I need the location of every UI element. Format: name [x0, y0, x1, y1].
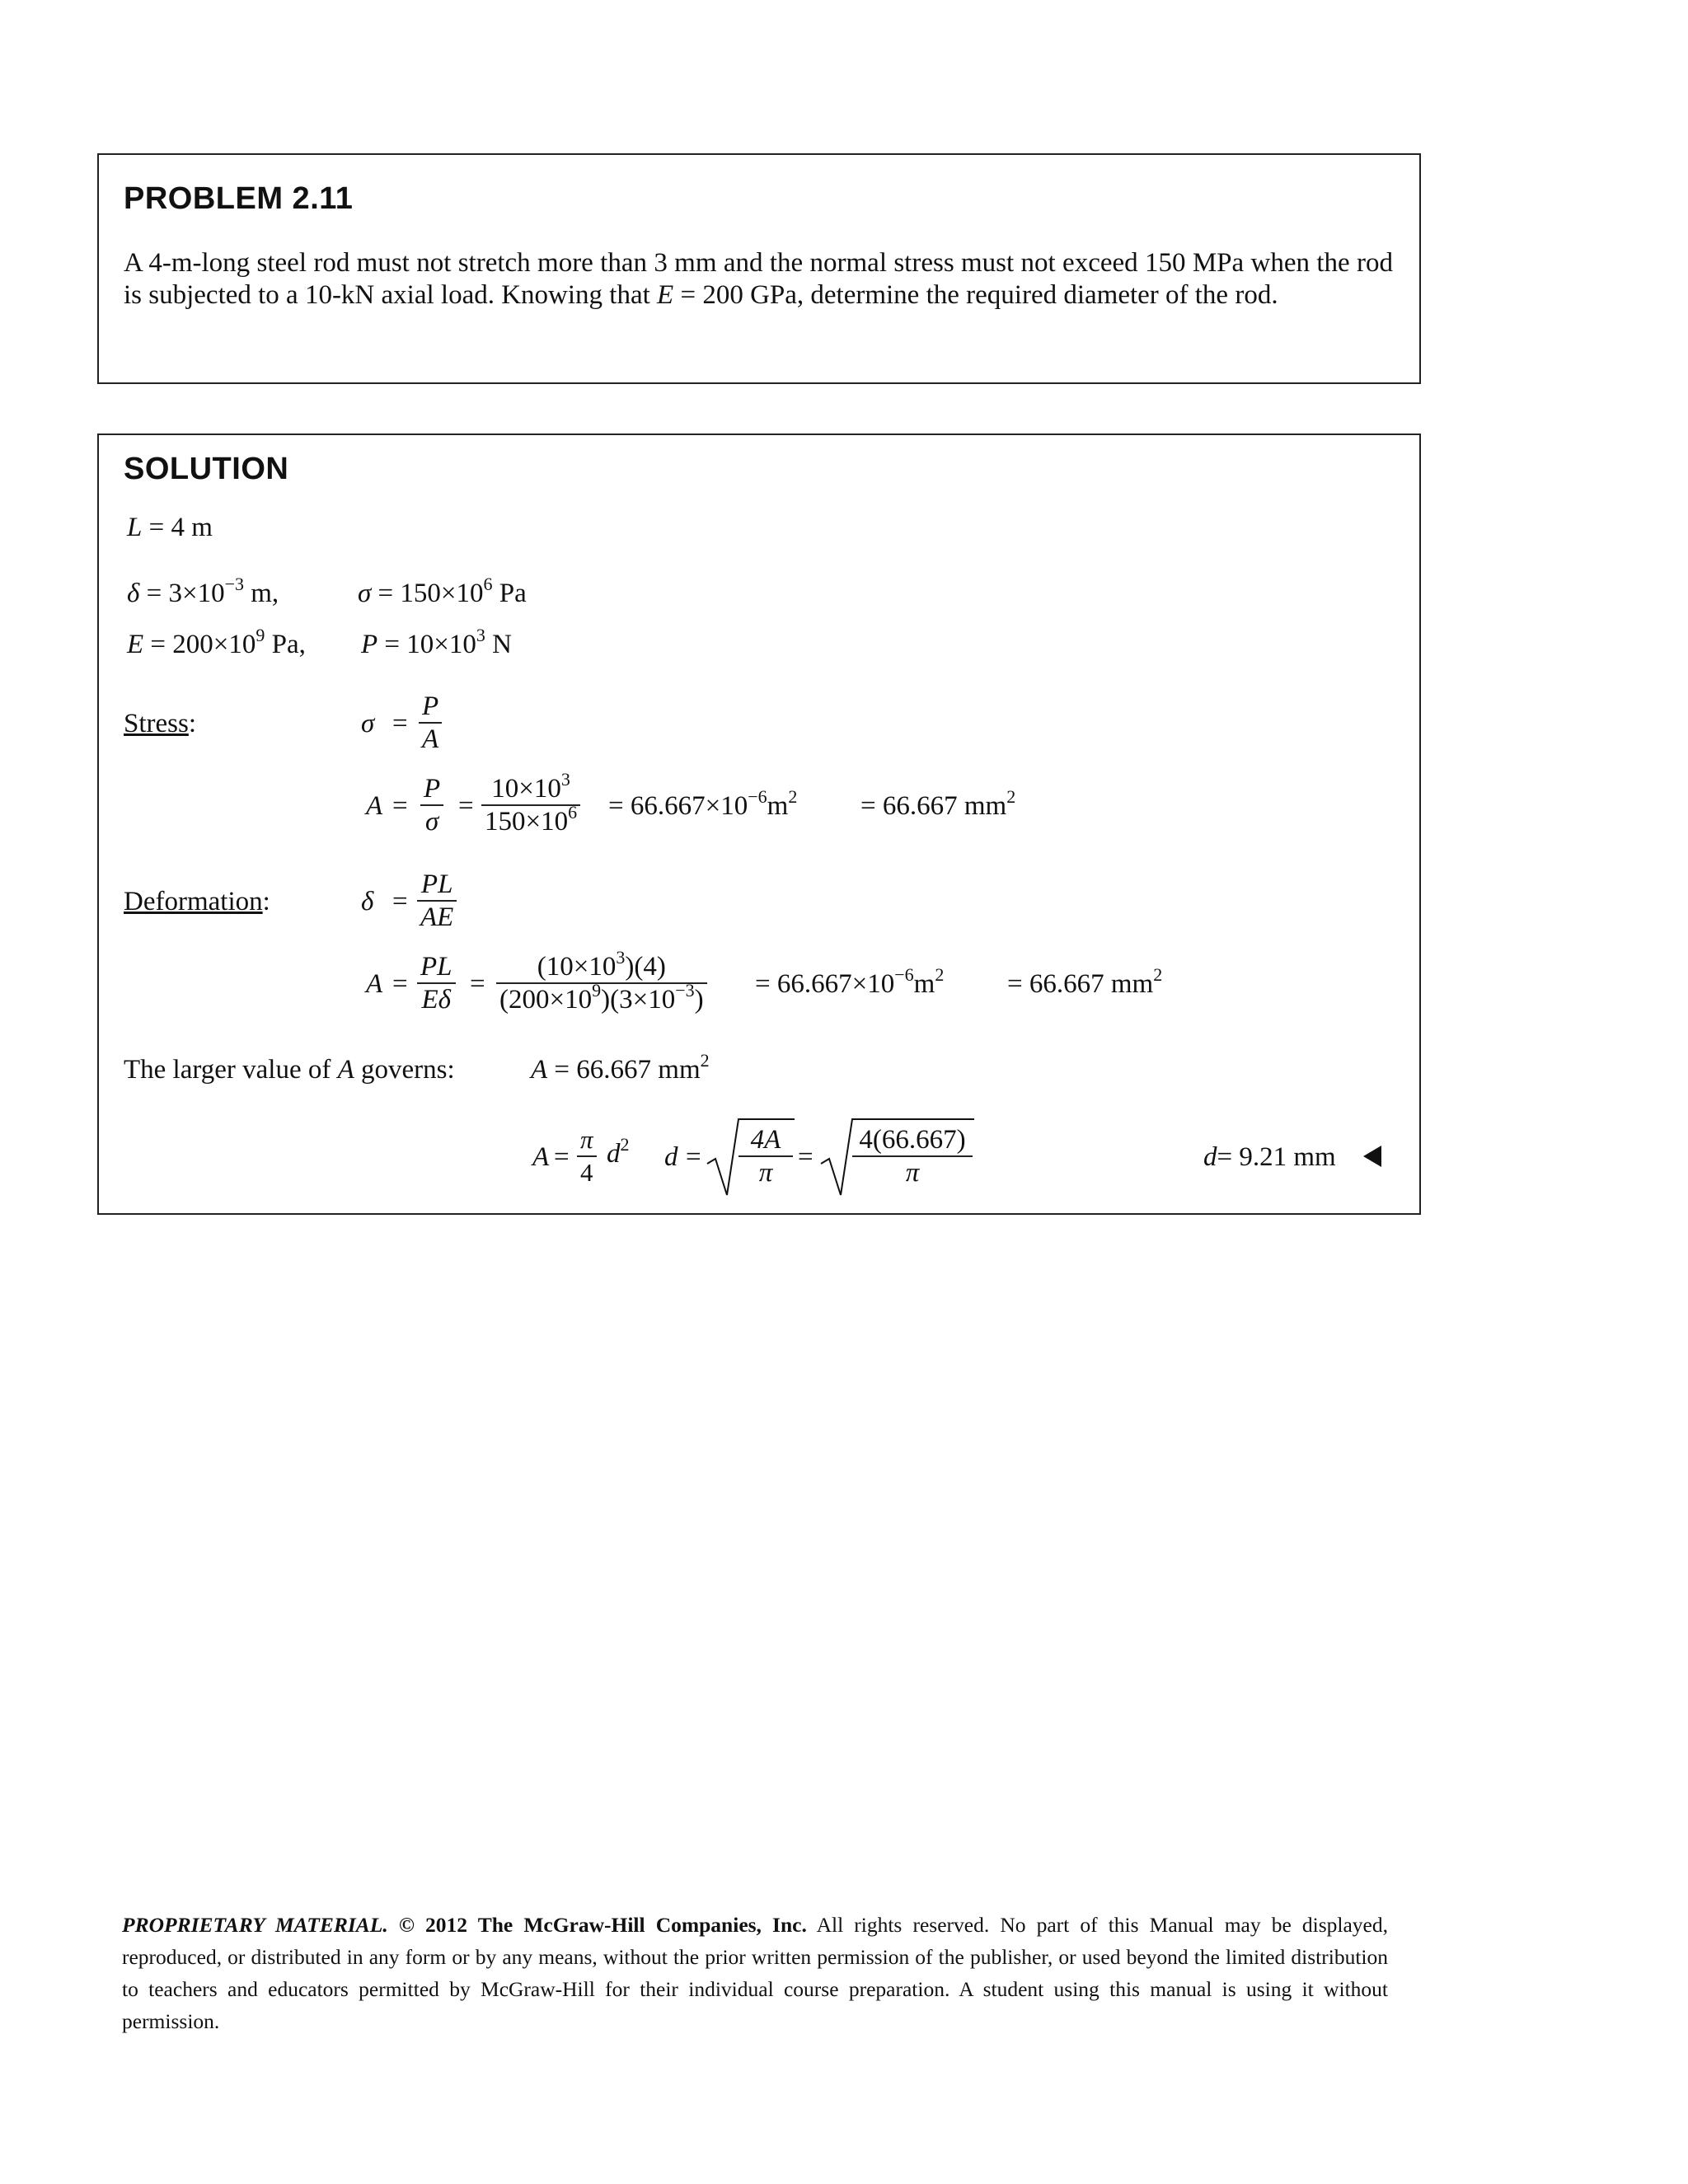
statement-var-E: E	[657, 280, 674, 310]
final-answer: d= 9.21 mm	[1203, 1142, 1336, 1172]
problem-title: PROBLEM 2.11	[124, 181, 354, 216]
deformation-eq: =	[392, 887, 408, 916]
final-d-squared: $d^2$	[607, 1134, 630, 1169]
deformation-fraction-values: $\frac{(10\times 10^3)(4)}{(200\times 10^9)(3\times 10^{-3})}$	[496, 951, 707, 1015]
stress-A-var: A	[366, 791, 383, 821]
final-eq2: =	[686, 1142, 701, 1172]
deformation-A-var: A	[366, 969, 383, 999]
final-eq: =	[554, 1142, 570, 1172]
solution-title: SOLUTION	[124, 452, 289, 486]
deformation-delta: δ	[361, 887, 374, 916]
statement-part1: A 4-m-long steel rod must not stretch more than 3 mm and the normal stress must not exceed 150 MPa when the rod is subjected to a 10-kN axial load. Knowing that	[124, 248, 1393, 310]
stress-fraction-P-sigma: $\frac{P}{\sigma}$	[420, 773, 443, 837]
deformation-label: Deformation:	[124, 887, 270, 916]
problem-statement	[124, 247, 1393, 312]
given-delta: $\delta = 3\times 10^{-3}$ m,	[127, 574, 279, 608]
final-eq3: =	[798, 1142, 814, 1172]
solution-box	[97, 434, 1421, 1215]
given-P: $P = 10\times 10^3$ N	[361, 625, 512, 659]
stress-fraction-values: $\frac{10\times 10^3}{150\times 10^6}$	[481, 773, 580, 837]
problem-box	[97, 153, 1421, 384]
governs-value: A = 66.667 $mm^2$	[531, 1050, 710, 1085]
given-sigma: $\sigma = 150\times 10^6$ Pa	[358, 574, 527, 608]
final-sqrt1-fraction: $\frac{4A}{\pi}$	[738, 1124, 793, 1188]
stress-sigma: σ	[361, 709, 375, 738]
statement-part2: = 200 GPa, determine the required diameter of the rod.	[673, 280, 1278, 310]
stress-fraction: $\frac{P}{A}$	[419, 691, 442, 755]
stress-result-m2: = $66.667\times 10^{-6}m^2$	[608, 786, 798, 821]
stress-label: Stress:	[124, 709, 197, 738]
deformation-eq2: =	[392, 969, 408, 999]
deformation-fraction: $\frac{PL}{AE}$	[417, 869, 457, 933]
stress-result-mm2: = 66.667 $mm^2$	[860, 786, 1016, 821]
stress-eq: =	[392, 709, 408, 738]
deformation-result-mm2: = 66.667 $mm^2$	[1007, 964, 1163, 999]
governs-text: The larger value of A governs:	[124, 1055, 455, 1085]
deformation-fraction-PL-Edelta: $\frac{PL}{E\delta}$	[417, 951, 456, 1015]
final-sqrt2-fraction: $\frac{4(66.667)}{\pi}$	[852, 1124, 973, 1188]
deformation-eq3: =	[470, 969, 485, 999]
final-d-var: d	[664, 1142, 678, 1172]
given-E: $E = 200\times 10^9$ Pa,	[127, 625, 306, 659]
answer-triangle-icon	[1363, 1146, 1381, 1167]
final-pi-over-4: $\frac{\pi}{4}$	[577, 1124, 597, 1188]
given-L: L = 4 m	[127, 513, 213, 542]
final-A-var: A	[532, 1142, 550, 1172]
stress-eq3: =	[458, 791, 474, 821]
deformation-result-m2: = $66.667\times 10^{-6}m^2$	[755, 964, 945, 999]
copyright-footer: PROPRIETARY MATERIAL. © 2012 The McGraw-Hill Companies, Inc. All rights reserved. No part of this Manual may be displayed, reproduced, or distributed in any form or by any means, without the prior written permission of the publisher, or used beyond the limited distribution to teachers and educators permitted by McGraw-Hill for their individual course preparation. A student using this manual is using it without permission.	[122, 1913, 1389, 2033]
stress-eq2: =	[392, 791, 408, 821]
